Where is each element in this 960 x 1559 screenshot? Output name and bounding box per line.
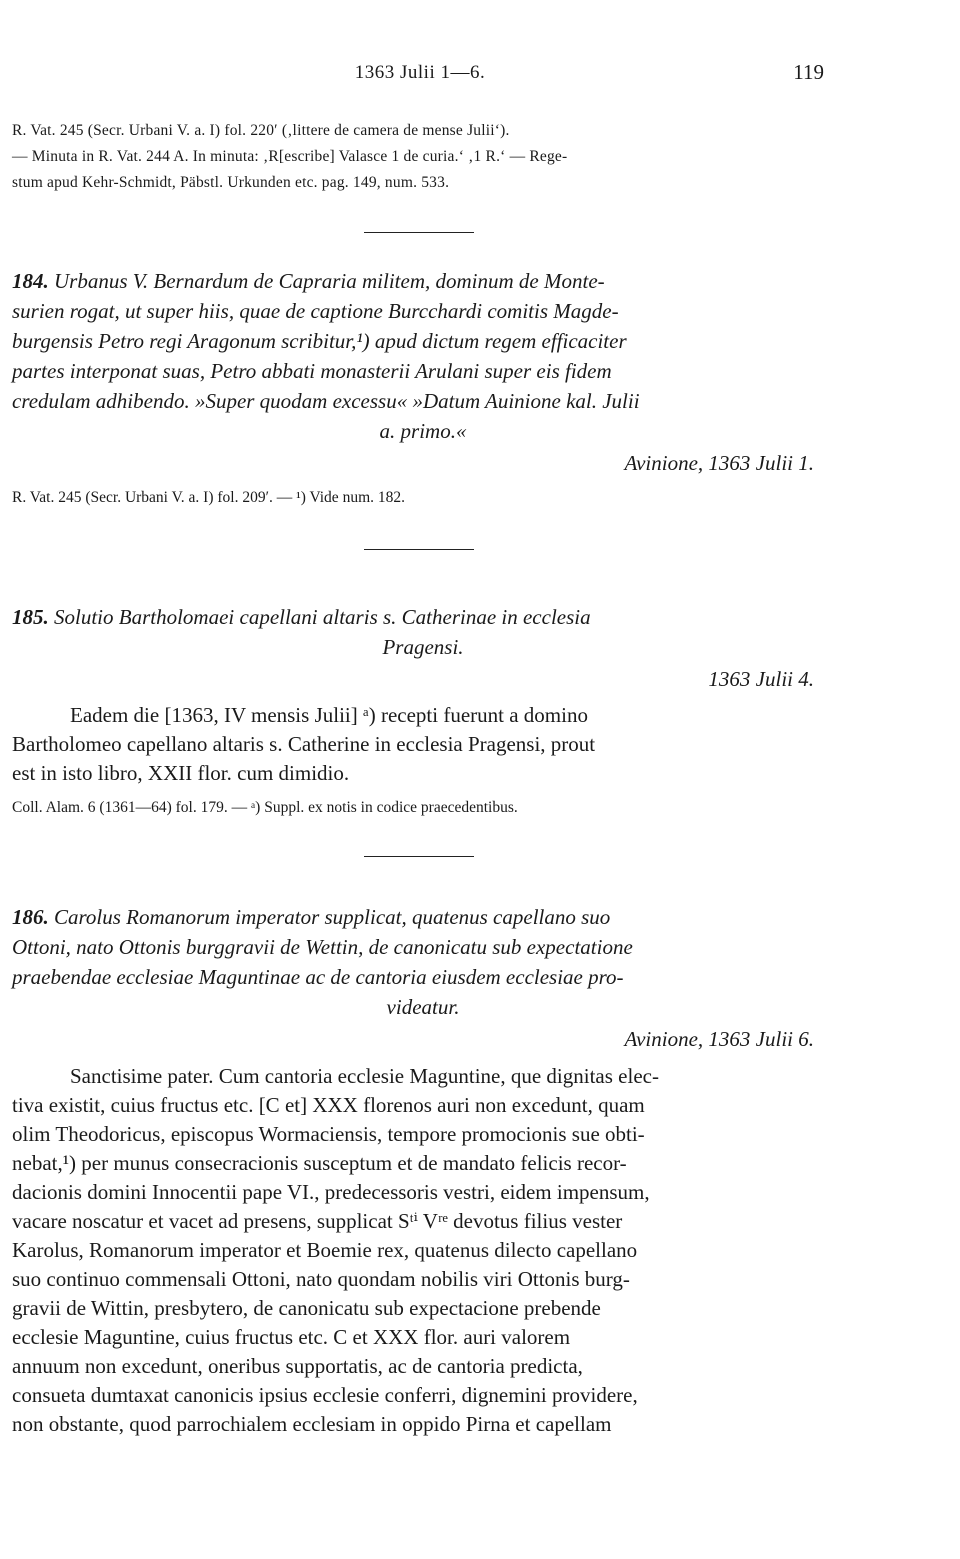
- section-divider: [364, 856, 474, 857]
- regest-line: Ottoni, nato Ottonis burggravii de Wettin, de canonicatu sub expectatione: [12, 935, 633, 959]
- entry-date: Avinione, 1363 Julii 6.: [624, 1027, 814, 1051]
- entry-date: 1363 Julii 4.: [708, 667, 814, 691]
- section-divider: [364, 549, 474, 550]
- text-line: non obstante, quod parrochialem ecclesiam in oppido Pirna et capellam: [12, 1412, 612, 1436]
- regest-line: Carolus Romanorum imperator supplicat, quatenus capellano suo: [48, 905, 611, 929]
- entry-number: 185.: [12, 605, 49, 629]
- entry-number: 184.: [12, 269, 49, 293]
- entry-184-source: R. Vat. 245 (Secr. Urbani V. a. I) fol. 209′. — ¹) Vide num. 182.: [12, 489, 405, 506]
- text-line: Sanctisime pater. Cum cantoria ecclesie Maguntine, que dignitas elec-: [70, 1064, 659, 1088]
- regest-line: videatur.: [386, 995, 460, 1019]
- running-head: [0, 60, 960, 90]
- regest-line: Pragensi.: [382, 635, 464, 659]
- entry-186-regest: [12, 902, 834, 1054]
- page-number: 119: [793, 60, 824, 84]
- text-line: suo continuo commensali Ottoni, nato quondam nobilis viri Ottonis burg-: [12, 1267, 630, 1291]
- text-line: gravii de Wittin, presbytero, de canonicatu sub expectacione prebende: [12, 1296, 601, 1320]
- entry-number: 186.: [12, 905, 49, 929]
- regest-line: surien rogat, ut super hiis, quae de captione Burcchardi comitis Magde-: [12, 299, 619, 323]
- text-line: dacionis domini Innocentii pape VI., predecessoris vestri, eidem impensum,: [12, 1180, 650, 1204]
- regest-line: praebendae ecclesiae Maguntinae ac de cantoria eiusdem ecclesiae pro-: [12, 965, 624, 989]
- regest-line: burgensis Petro regi Aragonum scribitur,¹) apud dictum regem efficaciter: [12, 329, 627, 353]
- text-line: tiva existit, cuius fructus etc. [C et] XXX florenos auri non excedunt, quam: [12, 1093, 645, 1117]
- text-line: est in isto libro, XXII flor. cum dimidio.: [12, 761, 350, 785]
- entry-date: Avinione, 1363 Julii 1.: [624, 451, 814, 475]
- text-line: vacare noscatur et vacet ad presens, supplicat Sᵗⁱ Vʳᵉ devotus filius vester: [12, 1209, 623, 1233]
- note-line: stum apud Kehr-Schmidt, Päbstl. Urkunden etc. pag. 149, num. 533.: [12, 174, 450, 191]
- text-line: ecclesie Maguntine, cuius fructus etc. C et XXX flor. auri valorem: [12, 1325, 571, 1349]
- regest-line: credulam adhibendo. »Super quodam excessu« »Datum Auinione kal. Julii: [12, 389, 640, 413]
- text-line: Eadem die [1363, IV mensis Julii] ᵃ) recepti fuerunt a domino: [70, 703, 588, 727]
- text-line: consueta dumtaxat canonicis ipsius ecclesie conferri, dignemini providere,: [12, 1383, 638, 1407]
- regest-line: a. primo.«: [379, 419, 467, 443]
- text-line: annuum non excedunt, oneribus supportatis, ac de cantoria predicta,: [12, 1354, 583, 1378]
- entry-184-regest: [12, 266, 834, 478]
- note-line: — Minuta in R. Vat. 244 A. In minuta: ‚R[escribe] Valasce 1 de curia.‘ ‚1 R.‘ — Rege-: [12, 148, 568, 165]
- entry-185-source: Coll. Alam. 6 (1361—64) fol. 179. — ᵃ) Suppl. ex notis in codice praecedentibus.: [12, 799, 518, 816]
- entry-185-regest: [12, 602, 834, 694]
- section-divider: [364, 232, 474, 233]
- top-source-note: [12, 118, 834, 196]
- running-head-title: 1363 Julii 1—6.: [354, 62, 486, 83]
- text-line: Karolus, Romanorum imperator et Boemie rex, quatenus dilecto capellano: [12, 1238, 638, 1262]
- entry-186-text: [12, 1062, 834, 1439]
- regest-line: Urbanus V. Bernardum de Capraria militem, dominum de Monte-: [48, 269, 605, 293]
- entry-185-text: [12, 701, 834, 788]
- text-line: olim Theodoricus, episcopus Wormaciensis, tempore promocionis sue obti-: [12, 1122, 645, 1146]
- note-line: R. Vat. 245 (Secr. Urbani V. a. I) fol. 220′ (‚littere de camera de mense Julii‘).: [12, 122, 510, 139]
- regest-line: partes interponat suas, Petro abbati monasterii Arulani super eis fidem: [12, 359, 612, 383]
- text-line: Bartholomeo capellano altaris s. Catherine in ecclesia Pragensi, prout: [12, 732, 596, 756]
- regest-line: Solutio Bartholomaei capellani altaris s. Catherinae in ecclesia: [48, 605, 591, 629]
- text-line: nebat,¹) per munus consecracionis susceptum et de mandato felicis recor-: [12, 1151, 627, 1175]
